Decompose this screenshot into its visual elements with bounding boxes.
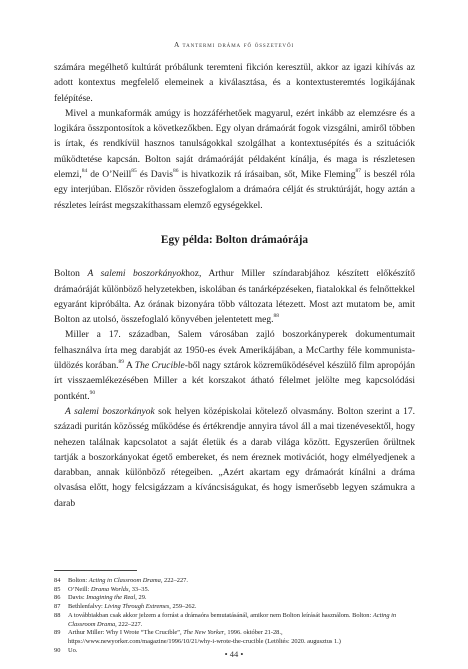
footnote-text xyxy=(68,612,415,629)
footnote xyxy=(54,612,415,629)
text-run: Arthur Miller: Why I Wrote “The Crucible”, xyxy=(68,629,184,637)
text-run: is beszél róla egy interjúban. Először röviden összefoglalom a drámaóra célját és struktúráját, hogy aztán a részletes leírást megszakíthassam elemző egységekkel. xyxy=(54,170,416,211)
text-run: -ből nagy sztárok közreműködésével készülő film apropóján írt visszaemlékezésében Miller a két korszakot átható félelmet jelölte meg kapcsolódási pontként. xyxy=(54,361,415,402)
text-run: hoz, Arthur Miller színdarabjához készített előkészítő drámaóráját különböző helyzetekben, iskolában és tanárképzéseken, fiatalokkal és felnőttekkel egyaránt kipróbálta. Az órának bizonyára több változata létezett. Most azt mutatom be, amit Bolton az utolsó, összefoglaló könyvében jelentetett meg. xyxy=(54,269,415,326)
text-run: Mivel a munkaformák amúgy is hozzáférhetőek magyarul, ezért inkább az elemzésre és a logikára összpontosítok a következőkben. Egy olyan drámaórát fogok vizsgálni, amiről többen is írtak, és rendkívül hasznos tanulságokkal szolgálhat a kontextusépítés és a szituációk működtetése kapcsán. Bolton saját drámaóráját példaként kínálja, és maga is részletesen elemzi, xyxy=(54,108,415,181)
paragraph xyxy=(54,61,415,107)
page-number: • 44 • xyxy=(224,649,244,659)
text-run: O’Neill: xyxy=(68,585,91,593)
footnote-text xyxy=(68,586,415,595)
footnote-number: 87 xyxy=(54,603,61,611)
text-run: , 29. xyxy=(135,594,147,602)
footnote-ref: 90 xyxy=(89,389,96,396)
text-run: de O’Neill xyxy=(87,170,132,181)
footnote-number: 84 xyxy=(54,577,61,584)
text-run: A xyxy=(123,361,135,372)
footnote-ref: 89 xyxy=(118,359,124,366)
footnote xyxy=(54,629,415,646)
footnote-text xyxy=(68,577,415,586)
text-run: Miller a 17. században, Salem városában zajló boszorkányperek dokumentumait felhasználva írta meg darabját az 1950-es évek Amerikájában, a McCarthy féle kommunista-üldözés korában. xyxy=(54,330,415,372)
footnote-ref: 84 xyxy=(81,168,88,175)
text-run: számára megélhető kultúrát próbálunk teremteni fikción keresztül, akkor az igazi kihívás az adott kontextus megfelelő elemeinek a kiválasztása, és a kontextusteremtés logikájának felépítése. xyxy=(54,63,415,104)
text-run: Bolton: xyxy=(68,577,89,584)
text-run: és Davis xyxy=(136,170,173,181)
text-run: , 222–227. xyxy=(160,577,188,584)
text-run: , 33–35. xyxy=(128,585,150,593)
footnote-ref: 87 xyxy=(355,168,362,175)
text-run: Uo. xyxy=(68,646,78,654)
body-text xyxy=(54,61,415,512)
footnote-ref: 85 xyxy=(131,168,137,175)
italic-text: A salemi boszorkányok xyxy=(65,406,155,417)
paragraph xyxy=(54,267,415,328)
text-run: Bolton xyxy=(54,269,88,280)
footnote-text xyxy=(68,603,415,612)
italic-text: Acting in Classroom Drama xyxy=(68,611,397,628)
footnote-number: 86 xyxy=(54,594,61,602)
running-header: A tantermi dráma fő összetevői xyxy=(173,40,295,49)
text-run: , 1996. október 21-28., https://www.newyorker.com/magazine/1996/10/21/why-i-wrote-the-crucible (Letöltés: 2020. augusztus 1.) xyxy=(68,629,341,645)
footnote-number: 89 xyxy=(54,629,61,637)
italic-text: Imagining the Real xyxy=(86,594,136,602)
italic-text: The New Yorker xyxy=(183,629,225,637)
text-run: Bethlenfalvy: xyxy=(68,603,105,611)
italic-text: The Crucible xyxy=(134,361,185,372)
italic-text: Acting in Classroom Drama xyxy=(88,577,161,584)
paragraph xyxy=(54,107,415,214)
footnote-separator xyxy=(54,570,137,571)
footnote xyxy=(54,594,415,603)
footnote xyxy=(54,603,415,612)
footnote-number: 88 xyxy=(54,611,61,619)
footnote-number: 85 xyxy=(54,585,61,593)
footnote xyxy=(54,586,415,595)
footnote-ref: 88 xyxy=(273,313,280,320)
section-paragraphs xyxy=(54,267,415,512)
section-heading: Egy példa: Bolton drámaórája xyxy=(160,233,309,246)
italic-text: Living Through Extremes xyxy=(104,603,170,611)
text-run: , 259–262. xyxy=(169,603,197,611)
italic-text: Drama Worlds xyxy=(90,585,129,593)
italic-text: A salemi boszorkányok xyxy=(87,269,186,280)
paragraph xyxy=(54,328,415,404)
paragraph xyxy=(54,405,415,512)
text-run: A továbbiakban csak akkor jelzem a forrást a drámaóra bemutatásánál, amikor nem Bolton leírását használom. Bolton: xyxy=(68,611,373,619)
footnote-ref: 86 xyxy=(172,168,179,175)
footnote xyxy=(54,577,415,586)
intro-paragraphs xyxy=(54,61,415,214)
text-run: sok helyen középiskolai kötelező olvasmány. Bolton szerint a 17. századi puritán közösség működése és értékrendje annyira távol áll a mai tizenévesektől, hogy nehezen találnak kapcsolatot a saját életük és a darab világa között. Egyszerűen őrültnek tartják a boszorkányokat égető embereket, és nem éreznek motivációt, hogy elmélyedjenek a darabban, annak különböző rétegeiben. „Azért akartam egy drámaórát kínálni a dráma olvasása előtt, hogy felcsigázzam a kíváncsiságukat, és hogy ismerősebb legyen számukra a darab xyxy=(54,406,415,509)
text-run: is hivatkozik rá írásaiban, sőt, Mike Fleming xyxy=(178,170,356,181)
footnote-text xyxy=(68,629,415,646)
footnotes xyxy=(54,577,415,655)
footnote-text xyxy=(68,594,415,603)
footnote-number: 90 xyxy=(54,646,61,654)
text-run: , 222–227. xyxy=(115,620,143,628)
text-run: Davis: xyxy=(68,594,87,602)
